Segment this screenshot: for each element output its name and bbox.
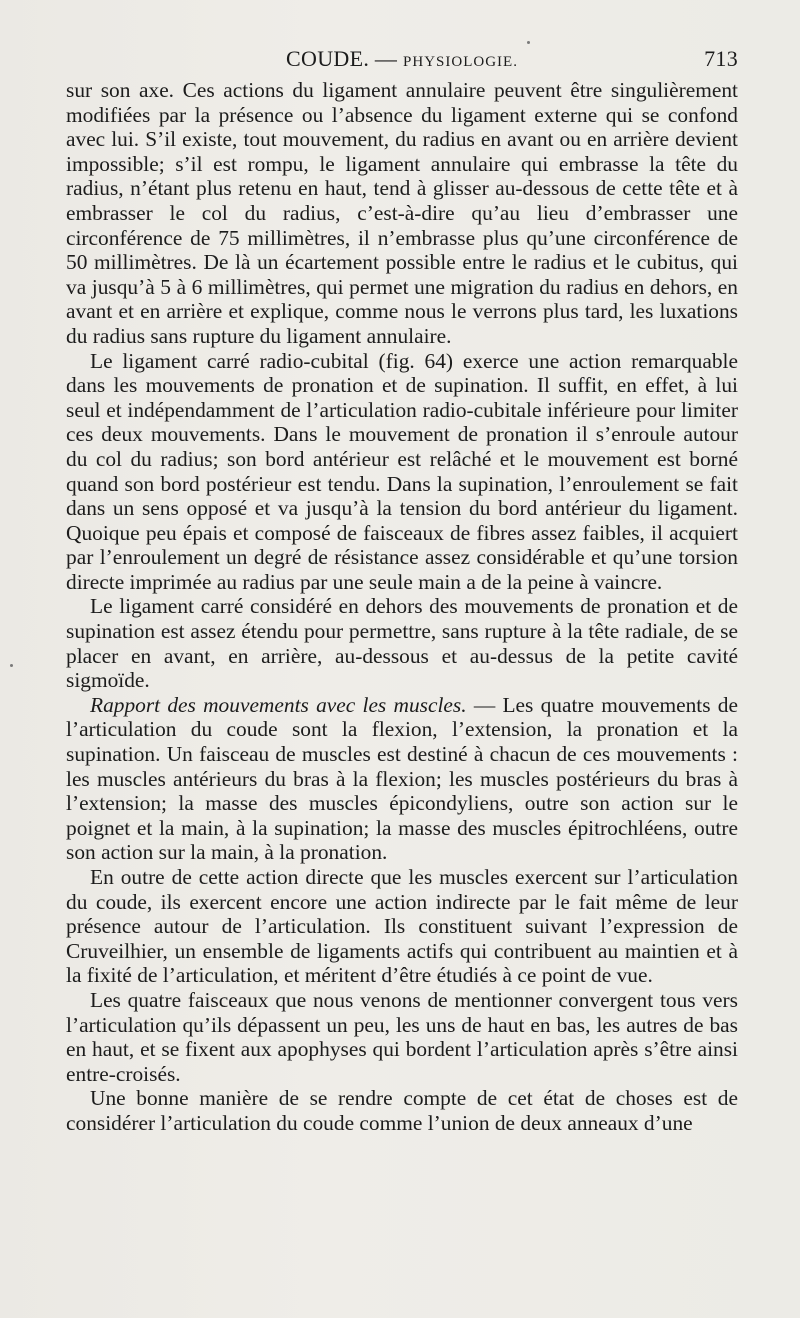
header-title: COUDE. — (286, 46, 404, 71)
section-heading: Rapport des mouvements avec les muscles. (90, 692, 467, 717)
paragraph: En outre de cette action directe que les muscles exercent sur l’articulation du coude, ils exercent encore une action indirecte par le fait même de leur présence autour de l’articulation. Ils constituent suivant l’expression de Cruveilhier, un ensemble de ligaments actifs qui contribuent au maintien et à la fixité de l’articulation, et méritent d’être étudiés à ce point de vue. (66, 865, 738, 988)
paragraph: Une bonne manière de se rendre compte de cet état de choses est de considérer l’articulation du coude comme l’union de deux anneaux d’une (66, 1086, 738, 1135)
paragraph: Les quatre faisceaux que nous venons de mentionner convergent tous vers l’articulation qu’ils dépassent un peu, les uns de haut en bas, les autres de bas en haut, et se fixent aux apophyses qui bordent l’articulation après s’être ainsi entre-croisés. (66, 987, 738, 1086)
paragraph: Le ligament carré radio-cubital (fig. 64) exerce une action remarquable dans les mouvements de pronation et de supination. Il suffit, en effet, à lui seul et indépendamment de l’articulation radio-cubitale inférieure pour limiter ces deux mouvements. Dans le mouvement de pronation il s’enroule autour du col du radius; son bord antérieur est relâché et le mouvement est borné quand son bord postérieur est tendu. Dans la supination, l’enroulement se fait dans un sens opposé et va jusqu’à la tension du bord antérieur du ligament. Quoique peu épais et composé de faisceaux de fibres assez faibles, il acquiert par l’enroulement un degré de résistance assez considérable et qu’une torsion directe imprimée au radius par une seule main a de la peine à vaincre. (66, 348, 738, 594)
paragraph: Le ligament carré considéré en dehors des mouvements de pronation et de supination est assez étendu pour permettre, sans rupture à la tête radiale, de se placer en avant, en arrière, au-dessous et au-dessus de la petite cavité sigmoïde. (66, 594, 738, 693)
page-number: 713 (704, 46, 738, 71)
running-header (66, 46, 738, 76)
body-text (66, 78, 738, 1136)
header-section: PHYSIOLOGIE. (403, 54, 518, 70)
paper-speck (10, 664, 13, 667)
running-title (66, 46, 738, 72)
paragraph-text: — Les quatre mouvements de l’articulation du coude sont la flexion, l’extension, la pronation et la supination. Un faisceau de muscles est destiné à chacun de ces mouvements : les muscles antérieurs du bras à la flexion; les muscles postérieurs du bras à l’extension; la masse des muscles épicondyliens, outre son action sur le poignet et la main, à la supination; la masse des muscles épitrochléens, outre son action sur la main, à la pronation. (66, 692, 739, 865)
paragraph: sur son axe. Ces actions du ligament annulaire peuvent être singulièrement modifiées par la présence ou l’absence du ligament externe qui se confond avec lui. S’il existe, tout mouvement, du radius en avant ou en arrière devient impossible; s’il est rompu, le ligament annulaire qui embrasse la tête du radius, n’étant plus retenu en haut, tend à glisser au-dessous de cette tête et à embrasser le col du radius, c’est-à-dire qu’au lieu d’embrasser une circonférence de 75 millimètres, il n’embrasse plus qu’une circonférence de 50 millimètres. De là un écartement possible entre le radius et le cubitus, qui va jusqu’à 5 à 6 millimètres, qui permet une migration du radius en dehors, en avant et en arrière et explique, comme nous le verrons plus tard, les luxations du radius sans rupture du ligament annulaire. (66, 78, 738, 348)
paragraph (66, 693, 738, 865)
paper-speck (527, 41, 530, 44)
